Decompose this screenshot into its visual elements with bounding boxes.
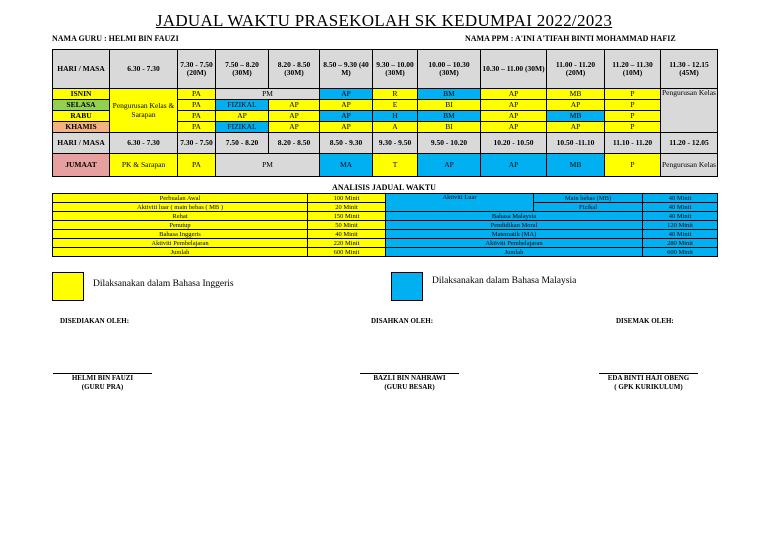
analysis-label: Aktiviti Luar	[386, 194, 534, 212]
header-slot: 10.30 – 11.00 (30M)	[481, 50, 547, 89]
lesson-cell: MA	[320, 154, 373, 177]
header-slot: 10.00 – 10.30 (30M)	[418, 50, 481, 89]
header-slot: 6.30 - 7.30	[110, 133, 178, 154]
analysis-row-total	[53, 248, 718, 257]
lesson-cell: AP	[269, 122, 320, 133]
lesson-cell: T	[373, 154, 418, 177]
analysis-label: Perbualan Awal	[53, 194, 308, 203]
analysis-value: 40 Minit	[308, 230, 386, 239]
approved-name: BAZLI BIN NAHRAWI	[373, 374, 446, 382]
lesson-cell: AP	[547, 100, 605, 111]
header-row	[53, 50, 718, 89]
lesson-cell: R	[373, 89, 418, 100]
day-thursday: KHAMIS	[53, 122, 110, 133]
lesson-cell: AP	[481, 100, 547, 111]
header-slot: 11.00 - 11.20 (20M)	[547, 50, 605, 89]
analysis-label: Jumlah	[53, 248, 308, 257]
legend-english-label: Dilaksanakan dalam Bahasa Inggeris	[93, 279, 234, 289]
lesson-cell: PM	[216, 89, 320, 100]
header-slot: 8.50 – 9.30 (40 M)	[320, 50, 373, 89]
header-slot: 9.30 - 9.50	[373, 133, 418, 154]
header-slot: 7.30 - 7.50	[178, 133, 216, 154]
lesson-cell: AP	[320, 122, 373, 133]
analysis-table	[52, 193, 718, 257]
lesson-cell: PA	[178, 154, 216, 177]
timetable	[52, 49, 718, 177]
analysis-label: Rehat	[53, 212, 308, 221]
lesson-cell: AP	[418, 154, 481, 177]
legend-malay-swatch	[391, 272, 423, 301]
analysis-row	[53, 203, 718, 212]
lesson-cell: MB	[547, 89, 605, 100]
header-slot: 7.30 - 7.50 (20M)	[178, 50, 216, 89]
lesson-cell: AP	[269, 100, 320, 111]
analysis-label: Aktiviti luar ( main bebas ( MB )	[53, 203, 308, 212]
teacher-name: NAMA GURU : HELMI BIN FAUZI	[52, 34, 179, 43]
analysis-label: Matematik (MA)	[386, 230, 643, 239]
analysis-row	[53, 239, 718, 248]
lesson-cell: AP	[269, 111, 320, 122]
prepared-role: (GURU PRA)	[81, 383, 124, 391]
lesson-cell: H	[373, 111, 418, 122]
prepared-signatory	[43, 374, 162, 392]
header-slot: 8.50 - 9.30	[320, 133, 373, 154]
lesson-cell: BM	[418, 111, 481, 122]
header-slot: 11.20 - 12.05	[661, 133, 718, 154]
prepared-name: HELMI BIN FAUZI	[71, 374, 134, 382]
analysis-label: Pendidikan Moral	[386, 221, 643, 230]
lesson-cell: AP	[320, 111, 373, 122]
lesson-cell: PA	[178, 122, 216, 133]
header-slot: 7.50 - 8.20	[216, 133, 269, 154]
analysis-row	[53, 221, 718, 230]
ppm-name: NAMA PPM : A'INI A'TIFAH BINTI MOHAMMAD HAFIZ	[465, 34, 676, 43]
prepared-by-label: DISEDIAKAN OLEH:	[60, 317, 130, 325]
checked-role: ( GPK KURIKULUM)	[614, 383, 683, 391]
lesson-cell: P	[605, 111, 661, 122]
day-monday: ISNIN	[53, 89, 110, 100]
checked-by-label: DISEMAK OLEH:	[616, 317, 674, 325]
day-wednesday: RABU	[53, 111, 110, 122]
lesson-cell: AP	[481, 154, 547, 177]
lesson-cell: MB	[547, 154, 605, 177]
checked-signatory	[589, 374, 708, 392]
lesson-cell: AP	[320, 89, 373, 100]
lesson-cell: PM	[216, 154, 320, 177]
lesson-cell: P	[605, 100, 661, 111]
legend-english-swatch	[52, 272, 84, 301]
header-slot: 10.20 - 10.50	[481, 133, 547, 154]
header-day: HARI / MASA	[53, 133, 110, 154]
analysis-value: 280 Minit	[643, 239, 718, 248]
lesson-cell: AP	[481, 111, 547, 122]
analysis-title: ANALISIS JADUAL WAKTU	[332, 183, 436, 192]
header-slot: 8.20 - 8.50 (30M)	[269, 50, 320, 89]
day-tuesday: SELASA	[53, 100, 110, 111]
arrival-cell: Pengurusan Kelas & Sarapan	[110, 89, 178, 133]
analysis-row	[53, 194, 718, 203]
header-day: HARI / MASA	[53, 50, 110, 89]
header-slot: 11.20 – 11.30 (10M)	[605, 50, 661, 89]
dismissal-cell: Pengurusan Kelas	[661, 89, 718, 133]
approved-role: (GURU BESAR)	[384, 383, 435, 391]
analysis-value: 50 Minit	[308, 221, 386, 230]
header-slot: 11.10 - 11.20	[605, 133, 661, 154]
lesson-cell: AP	[481, 89, 547, 100]
analysis-label: Aktiviti Pembelajaran	[53, 239, 308, 248]
analysis-value: 40 Minit	[643, 212, 718, 221]
lesson-cell: AP	[481, 122, 547, 133]
lesson-cell: AP	[216, 111, 269, 122]
lesson-cell: P	[605, 122, 661, 133]
header-slot: 6.30 - 7.30	[110, 50, 178, 89]
header-slot: 9.50 - 10.20	[418, 133, 481, 154]
analysis-value: 220 Minit	[308, 239, 386, 248]
lesson-cell: A	[373, 122, 418, 133]
analysis-value: 20 Minit	[308, 203, 386, 212]
header-row-friday	[53, 133, 718, 154]
analysis-value: 600 Minit	[308, 248, 386, 257]
analysis-label: Penutup	[53, 221, 308, 230]
analysis-value: 150 Minit	[308, 212, 386, 221]
page-title: JADUAL WAKTU PRASEKOLAH SK KEDUMPAI 2022/2023	[155, 11, 613, 30]
lesson-cell: P	[605, 89, 661, 100]
approved-signatory	[350, 374, 469, 392]
analysis-label: Aktiviti Pembelajaran	[386, 239, 643, 248]
analysis-value: 40 Minit	[643, 230, 718, 239]
approved-by-label: DISAHKAN OLEH:	[371, 317, 434, 325]
analysis-label: Main bebas (MB)	[534, 194, 643, 203]
lesson-cell: PA	[178, 100, 216, 111]
lesson-cell: AP	[547, 122, 605, 133]
day-friday: JUMAAT	[53, 154, 110, 177]
header-slot: 10.50 -11.10	[547, 133, 605, 154]
lesson-cell: AP	[320, 100, 373, 111]
header-slot: 8.20 - 8.50	[269, 133, 320, 154]
lesson-cell: PA	[178, 89, 216, 100]
analysis-label: Bahasa Malaysia	[386, 212, 643, 221]
analysis-label: Bahasa Inggeris	[53, 230, 308, 239]
lesson-cell: E	[373, 100, 418, 111]
lesson-cell: BM	[418, 89, 481, 100]
header-slot: 9.30 – 10.00 (30M)	[373, 50, 418, 89]
analysis-value: 40 Minit	[643, 203, 718, 212]
analysis-row	[53, 212, 718, 221]
row-monday	[53, 89, 718, 100]
lesson-cell: PA	[178, 111, 216, 122]
lesson-cell: BI	[418, 100, 481, 111]
analysis-label: Jumlah	[386, 248, 643, 257]
analysis-value: 40 Minit	[643, 194, 718, 203]
header-slot: 7.50 – 8.20 (30M)	[216, 50, 269, 89]
analysis-label: Fizikal	[534, 203, 643, 212]
lesson-cell: MB	[547, 111, 605, 122]
analysis-value: 120 Minit	[643, 221, 718, 230]
lesson-cell: FIZIKAL	[216, 122, 269, 133]
legend-malay-label: Dilaksanakan dalam Bahasa Malaysia	[432, 276, 577, 286]
dismissal-cell: Pengurusan Kelas	[661, 154, 718, 177]
arrival-cell: PK & Sarapan	[110, 154, 178, 177]
analysis-value: 600 Minit	[643, 248, 718, 257]
row-friday	[53, 154, 718, 177]
header-slot: 11.30 - 12.15 (45M)	[661, 50, 718, 89]
analysis-value: 100 Minit	[308, 194, 386, 203]
analysis-row	[53, 230, 718, 239]
checked-name: EDA BINTI HAJI OBENG	[607, 374, 690, 382]
lesson-cell: FIZIKAL	[216, 100, 269, 111]
lesson-cell: BI	[418, 122, 481, 133]
lesson-cell: P	[605, 154, 661, 177]
